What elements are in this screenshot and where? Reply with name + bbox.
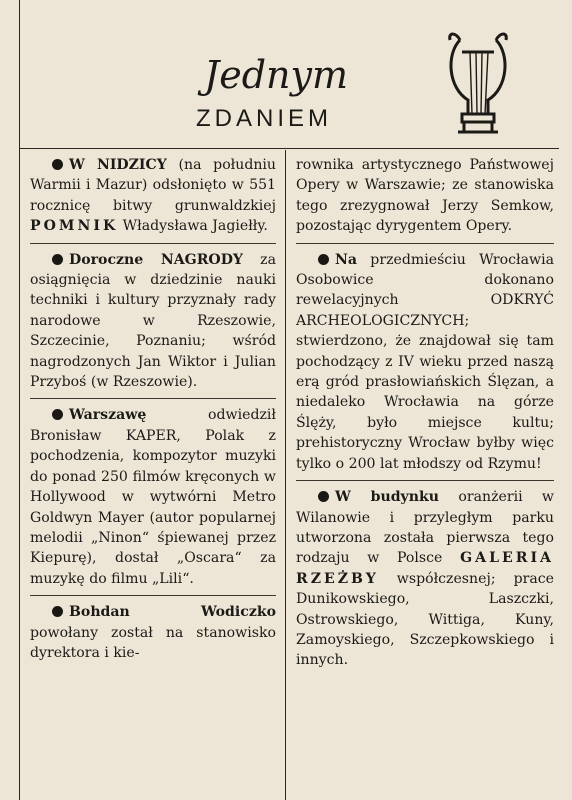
news-tail: Władysława Jagiełły.: [118, 218, 268, 235]
heading-caps-word: ZDANIEM: [196, 105, 332, 132]
news-spaced: POMNIK: [30, 218, 119, 235]
news-text: powołany został na stanowisko dyrektora i kie-: [30, 624, 276, 661]
heading-script-word: Jednym: [204, 53, 349, 97]
news-item-kaper: [30, 398, 276, 595]
news-text: oranżerii w Wilanowie i przyległym parku utworzona została pierwsza tego rodzaju w Polsce: [296, 489, 554, 567]
news-item-continuation: rownika artystycznego Państwowej Opery w Warszawie; ze stanowiska tego zrezygnował Jerzy Semkow, pozostając dyrygentem Opery.: [296, 157, 554, 235]
news-item-wroclaw: [296, 243, 554, 480]
left-column: [30, 150, 276, 669]
bullet-icon: [318, 491, 329, 502]
header-rule: [19, 148, 559, 149]
bullet-icon: [52, 606, 63, 617]
news-lead: Warszawę: [69, 407, 147, 424]
news-item-nidzica: [30, 150, 276, 243]
news-item-wodiczko: [30, 595, 276, 669]
bullet-icon: [52, 409, 63, 420]
news-tail: współczesnej; prace Dunikowskiego, Laszczki, Ostrowskiego, Wittiga, Kuny, Zamoyskiego, Szczepkowskiego i innych.: [296, 570, 554, 669]
news-text: za osiągnięcia w dziedzinie nauki techniki i kultury przyznały rady narodowe w Rzeszowie, Szczecinie, Poznaniu; wśród nagrodzonych Jan Wiktor i Julian Przyboś (w Rzeszowie).: [30, 251, 276, 391]
news-item-wilanow: [296, 480, 554, 677]
news-text: odwiedził Bronisław KAPER, Polak z pochodzenia, kompozytor muzyki do ponad 250 filmów kręconych w Hollywood w wytwórni Metro Goldwyn Mayer (autor popularnej melodii „Ninon“ śpiewanej przez Kiepurę), dostał „Oscara“ za muzykę do filmu „Lili“.: [30, 407, 276, 587]
news-spaced: GALERIA RZEŻBY: [296, 550, 554, 587]
column-divider: [285, 150, 286, 800]
news-lead: W budynku: [335, 489, 440, 506]
lyre-icon: [438, 18, 518, 138]
news-lead: W NIDZICY: [69, 157, 167, 173]
bullet-icon: [318, 254, 329, 265]
left-column-rule: [19, 0, 20, 800]
news-lead: Na: [335, 251, 358, 268]
news-text: przedmieściu Wrocławia Osobowice dokonano rewelacyjnych ODKRYĆ ARCHEOLOGICZNYCH; stwierdzono, że znajdował się tam pochodzący z IV wieku przed naszą erą gród prasłowiańskich Ślęzan, a niedaleko Wrocławia na górze Ślęży, było miejsce kultu; prehistoryczny Wrocław byłby więc tylko o 200 lat młodszy od Rzymu!: [296, 251, 554, 472]
news-item-nagrody: [30, 243, 276, 399]
news-text: (na południu Warmii i Mazur) odsłonięto w 551 rocznicę bitwy grunwaldzkiej: [30, 157, 277, 214]
news-lead: Bohdan Wodiczko: [69, 604, 276, 621]
right-column: [296, 150, 554, 677]
bullet-icon: [52, 254, 63, 265]
bullet-icon: [52, 159, 63, 170]
section-heading: [182, 38, 420, 136]
news-lead: Doroczne NAGRODY: [69, 251, 243, 268]
